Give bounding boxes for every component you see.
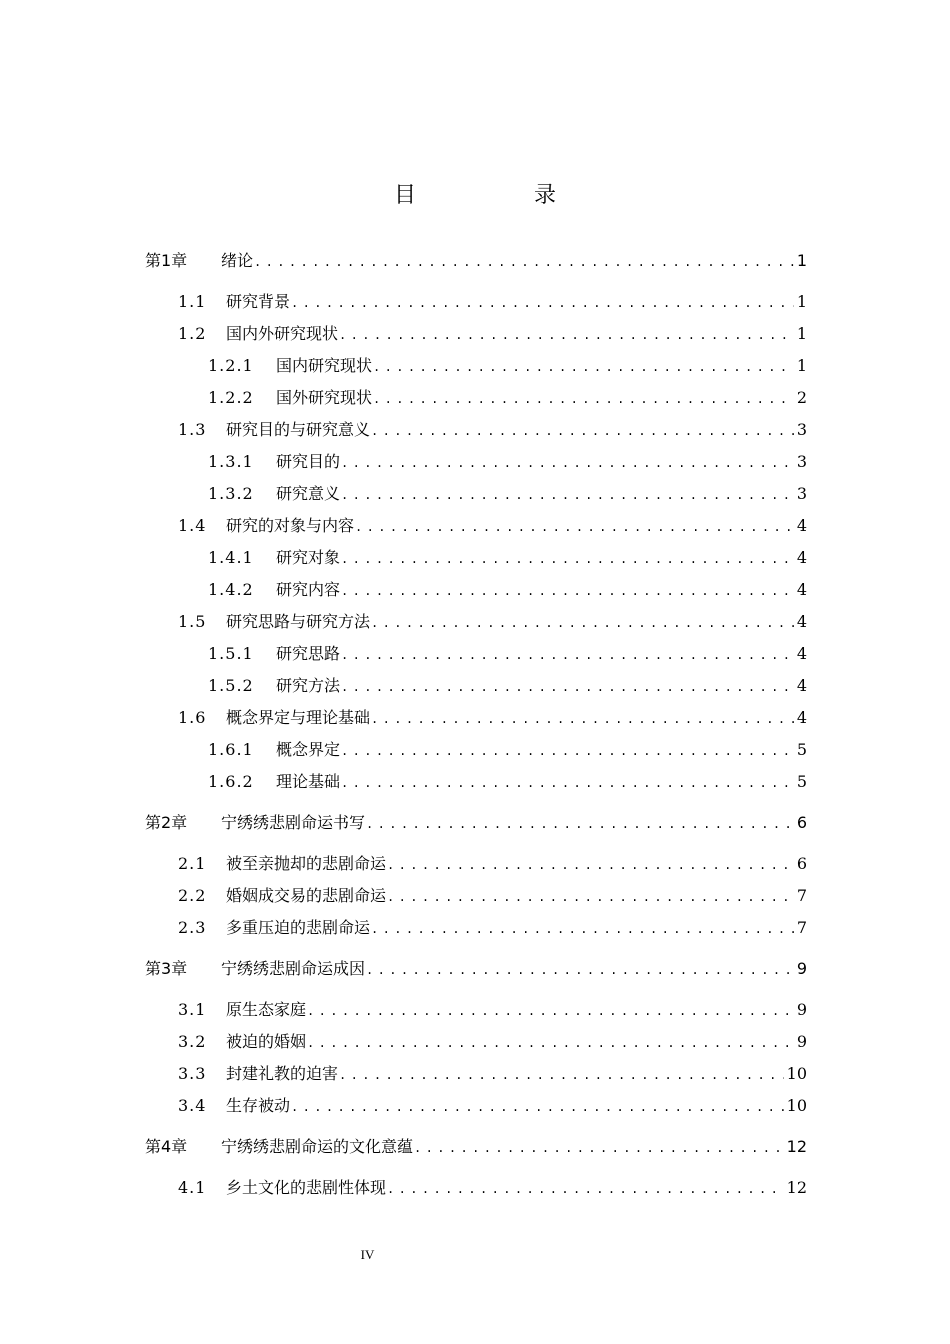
toc-entry-1-5-1[interactable] bbox=[208, 642, 807, 666]
toc-entry-number: 1.4.1 bbox=[208, 548, 254, 567]
dot-leader bbox=[307, 999, 794, 1023]
toc-entry-number: 3.1 bbox=[178, 1000, 207, 1019]
dot-leader bbox=[291, 291, 794, 315]
toc-entry-1-5[interactable] bbox=[178, 610, 807, 634]
toc-entry-title: 生存被动 bbox=[226, 1096, 291, 1115]
toc-entry-number: 1.3.1 bbox=[208, 452, 254, 471]
toc-entry-page: 9 bbox=[796, 1000, 807, 1019]
toc-entry-number: 2.2 bbox=[178, 886, 207, 905]
toc-entry-page: 12 bbox=[786, 1137, 807, 1156]
dot-leader bbox=[387, 885, 794, 909]
toc-entry-1-4-2[interactable] bbox=[208, 578, 807, 602]
toc-entry-page: 1 bbox=[796, 324, 807, 343]
toc-entry-number: 第1章 bbox=[145, 251, 188, 270]
toc-entry-title: 宁绣绣悲剧命运成因 bbox=[221, 959, 366, 978]
toc-entry-1-3-2[interactable] bbox=[208, 482, 807, 506]
toc-entry-title: 研究背景 bbox=[226, 292, 291, 311]
toc-entry-page: 4 bbox=[796, 548, 807, 567]
dot-leader bbox=[341, 451, 794, 475]
toc-entry-title: 研究目的 bbox=[276, 452, 341, 471]
toc-entry-1-3[interactable] bbox=[178, 418, 807, 442]
toc-entry-第1章[interactable] bbox=[145, 249, 807, 273]
toc-entry-1-5-2[interactable] bbox=[208, 674, 807, 698]
dot-leader bbox=[387, 1177, 784, 1201]
toc-entry-title: 概念界定与理论基础 bbox=[226, 708, 371, 727]
toc-entry-number: 3.4 bbox=[178, 1096, 207, 1115]
dot-leader bbox=[339, 323, 794, 347]
toc-entry-page: 4 bbox=[796, 612, 807, 631]
dot-leader bbox=[366, 812, 794, 836]
dot-leader bbox=[341, 579, 794, 603]
toc-entry-title: 国内研究现状 bbox=[276, 356, 373, 375]
toc-entry-page: 6 bbox=[796, 813, 807, 832]
toc-entry-3-2[interactable] bbox=[178, 1030, 807, 1054]
dot-leader bbox=[307, 1031, 794, 1055]
toc-entry-page: 4 bbox=[796, 676, 807, 695]
toc-entry-number: 1.1 bbox=[178, 292, 207, 311]
toc-entry-page: 1 bbox=[796, 356, 807, 375]
dot-leader bbox=[414, 1136, 784, 1160]
toc-entry-title: 封建礼教的迫害 bbox=[226, 1064, 339, 1083]
toc-entry-page: 10 bbox=[786, 1096, 807, 1115]
toc-entry-number: 第2章 bbox=[145, 813, 188, 832]
dot-leader bbox=[355, 515, 794, 539]
dot-leader bbox=[366, 958, 794, 982]
toc-entry-3-4[interactable] bbox=[178, 1094, 807, 1118]
toc-entry-1-2-1[interactable] bbox=[208, 354, 807, 378]
toc-entry-page: 3 bbox=[796, 484, 807, 503]
toc-entry-title: 研究对象 bbox=[276, 548, 341, 567]
toc-entry-number: 1.4 bbox=[178, 516, 207, 535]
dot-leader bbox=[341, 771, 794, 795]
toc-entry-4-1[interactable] bbox=[178, 1176, 807, 1200]
dot-leader bbox=[341, 643, 794, 667]
dot-leader bbox=[341, 675, 794, 699]
dot-leader bbox=[387, 853, 794, 877]
toc-entry-number: 4.1 bbox=[178, 1178, 207, 1197]
toc-entry-title: 研究意义 bbox=[276, 484, 341, 503]
dot-leader bbox=[254, 250, 794, 274]
toc-entry-page: 12 bbox=[786, 1178, 807, 1197]
page-number: IV bbox=[360, 1247, 375, 1262]
dot-leader bbox=[371, 611, 794, 635]
toc-entry-title: 国外研究现状 bbox=[276, 388, 373, 407]
toc-entry-2-1[interactable] bbox=[178, 852, 807, 876]
toc-entry-number: 1.2.2 bbox=[208, 388, 254, 407]
toc-entry-3-1[interactable] bbox=[178, 998, 807, 1022]
toc-entry-第2章[interactable] bbox=[145, 811, 807, 835]
toc-entry-page: 3 bbox=[796, 420, 807, 439]
toc-entry-title: 婚姻成交易的悲剧命运 bbox=[226, 886, 387, 905]
toc-entry-page: 5 bbox=[796, 740, 807, 759]
dot-leader bbox=[371, 917, 794, 941]
toc-entry-number: 2.1 bbox=[178, 854, 207, 873]
toc-entry-page: 1 bbox=[796, 292, 807, 311]
dot-leader bbox=[371, 419, 794, 443]
toc-entry-number: 3.3 bbox=[178, 1064, 207, 1083]
toc-entry-number: 1.2.1 bbox=[208, 356, 254, 375]
toc-entry-title: 宁绣绣悲剧命运的文化意蕴 bbox=[221, 1137, 414, 1156]
toc-entry-2-3[interactable] bbox=[178, 916, 807, 940]
toc-entry-page: 5 bbox=[796, 772, 807, 791]
toc-entry-number: 1.6.1 bbox=[208, 740, 254, 759]
toc-entry-title: 被至亲抛却的悲剧命运 bbox=[226, 854, 387, 873]
page-title: 目 录 bbox=[393, 183, 604, 208]
toc-entry-title: 被迫的婚姻 bbox=[226, 1032, 307, 1051]
dot-leader bbox=[373, 355, 794, 379]
toc-entry-1-2-2[interactable] bbox=[208, 386, 807, 410]
toc-entry-page: 6 bbox=[796, 854, 807, 873]
toc-entry-page: 3 bbox=[796, 452, 807, 471]
toc-entry-number: 1.3 bbox=[178, 420, 207, 439]
toc-entry-number: 1.6.2 bbox=[208, 772, 254, 791]
toc-entry-1-3-1[interactable] bbox=[208, 450, 807, 474]
toc-entry-title: 研究方法 bbox=[276, 676, 341, 695]
dot-leader bbox=[371, 707, 794, 731]
toc-entry-第4章[interactable] bbox=[145, 1135, 807, 1159]
toc-entry-title: 概念界定 bbox=[276, 740, 341, 759]
toc-entry-page: 7 bbox=[796, 918, 807, 937]
toc-entry-title: 国内外研究现状 bbox=[226, 324, 339, 343]
toc-entry-1-6-2[interactable] bbox=[208, 770, 807, 794]
toc-entry-第3章[interactable] bbox=[145, 957, 807, 981]
toc-entry-title: 研究目的与研究意义 bbox=[226, 420, 371, 439]
toc-entry-title: 绪论 bbox=[221, 251, 254, 270]
toc-entry-3-3[interactable] bbox=[178, 1062, 807, 1086]
toc-entry-title: 原生态家庭 bbox=[226, 1000, 307, 1019]
toc-entry-number: 1.5.2 bbox=[208, 676, 254, 695]
toc-entry-page: 4 bbox=[796, 708, 807, 727]
toc-entry-number: 2.3 bbox=[178, 918, 207, 937]
toc-entry-page: 9 bbox=[796, 1032, 807, 1051]
toc-entry-title: 多重压迫的悲剧命运 bbox=[226, 918, 371, 937]
toc-entry-page: 1 bbox=[796, 251, 807, 270]
toc-entry-1-2[interactable] bbox=[178, 322, 807, 346]
toc-entry-1-4-1[interactable] bbox=[208, 546, 807, 570]
dot-leader bbox=[341, 739, 794, 763]
toc-entry-title: 理论基础 bbox=[276, 772, 341, 791]
toc-entry-title: 研究的对象与内容 bbox=[226, 516, 355, 535]
toc-entry-page: 4 bbox=[796, 516, 807, 535]
toc-entry-number: 1.4.2 bbox=[208, 580, 254, 599]
toc-entry-2-2[interactable] bbox=[178, 884, 807, 908]
toc-entry-1-4[interactable] bbox=[178, 514, 807, 538]
toc-entry-number: 1.2 bbox=[178, 324, 207, 343]
toc-entry-1-6-1[interactable] bbox=[208, 738, 807, 762]
dot-leader bbox=[373, 387, 794, 411]
toc-entry-page: 2 bbox=[796, 388, 807, 407]
toc-entry-1-1[interactable] bbox=[178, 290, 807, 314]
dot-leader bbox=[341, 483, 794, 507]
toc-entry-number: 第3章 bbox=[145, 959, 188, 978]
toc-entry-page: 4 bbox=[796, 580, 807, 599]
toc-entry-number: 第4章 bbox=[145, 1137, 188, 1156]
toc-entry-number: 1.6 bbox=[178, 708, 207, 727]
toc-entry-page: 4 bbox=[796, 644, 807, 663]
toc-entry-number: 1.5 bbox=[178, 612, 207, 631]
toc-entry-number: 3.2 bbox=[178, 1032, 207, 1051]
toc-entry-title: 研究内容 bbox=[276, 580, 341, 599]
toc-entry-page: 7 bbox=[796, 886, 807, 905]
toc-entry-page: 10 bbox=[786, 1064, 807, 1083]
dot-leader bbox=[341, 547, 794, 571]
toc-entry-title: 研究思路与研究方法 bbox=[226, 612, 371, 631]
toc-entry-1-6[interactable] bbox=[178, 706, 807, 730]
toc-entry-number: 1.5.1 bbox=[208, 644, 254, 663]
dot-leader bbox=[291, 1095, 784, 1119]
toc-entry-title: 乡土文化的悲剧性体现 bbox=[226, 1178, 387, 1197]
toc-entry-number: 1.3.2 bbox=[208, 484, 254, 503]
toc-entry-title: 研究思路 bbox=[276, 644, 341, 663]
toc-entry-title: 宁绣绣悲剧命运书写 bbox=[221, 813, 366, 832]
dot-leader bbox=[339, 1063, 784, 1087]
toc-entry-page: 9 bbox=[796, 959, 807, 978]
